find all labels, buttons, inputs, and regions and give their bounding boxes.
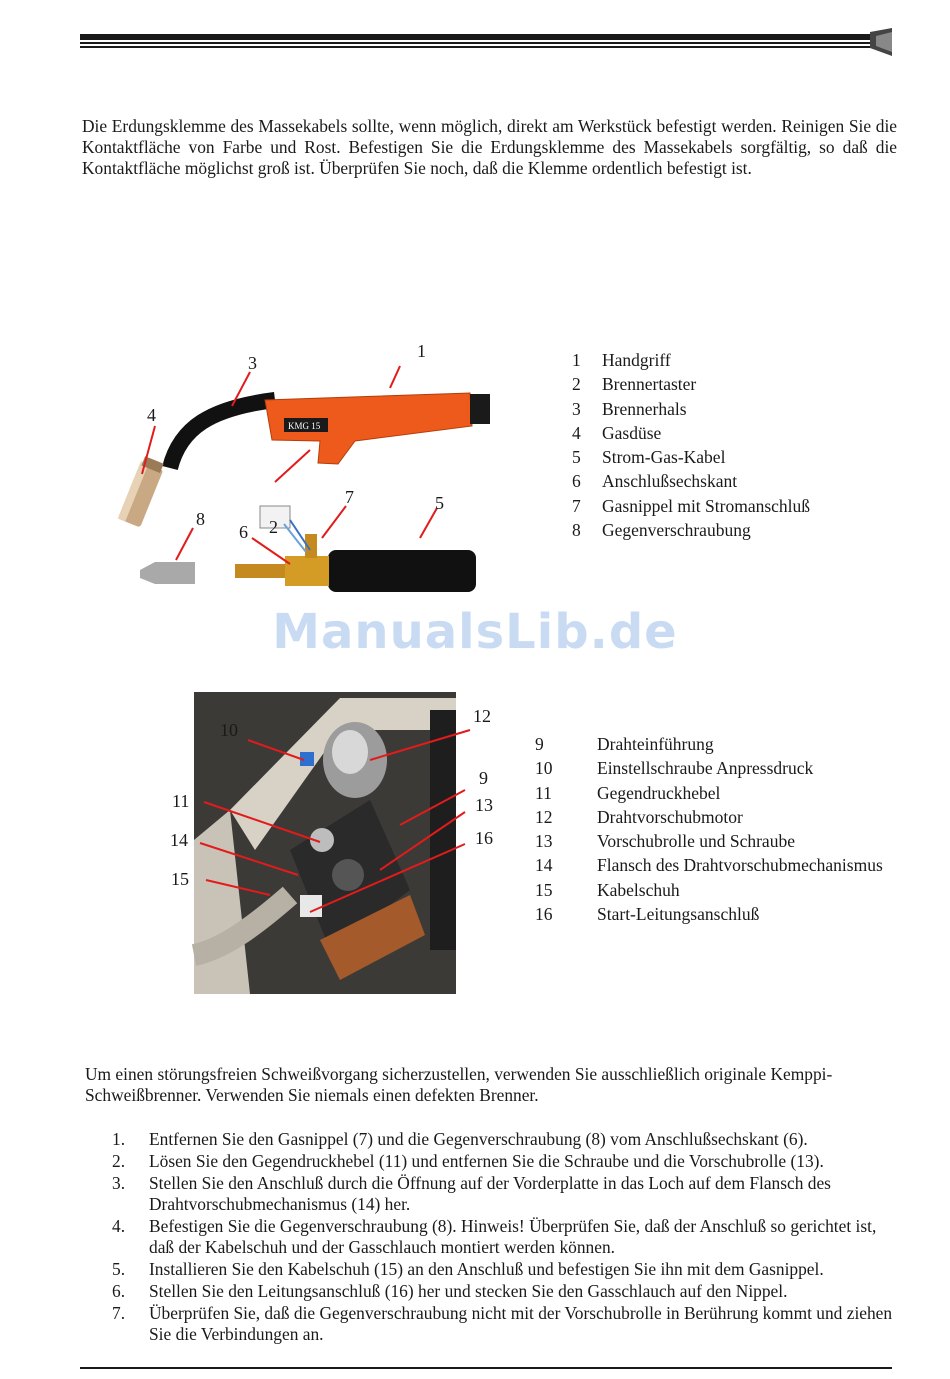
step-item: [112, 1129, 902, 1150]
step-text: Installieren Sie den Kabelschuh (15) an den Anschluß und befestigen Sie ihn mit dem Gasnippel.: [149, 1259, 824, 1279]
legend-text: Brennerhals: [602, 398, 687, 419]
step-number: 2.: [112, 1151, 126, 1171]
legend-text: Gegenverschraubung: [602, 520, 751, 541]
warning-paragraph: Um einen störungsfreien Schweißvorgang sicherzustellen, verwenden Sie ausschließlich originale Kemppi-Schweißbrenner. Verwenden Sie niemals einen defekten Brenner.: [85, 1064, 833, 1105]
legend-text: Handgriff: [602, 350, 671, 370]
step-item: [112, 1151, 902, 1172]
callout-11: 11: [172, 791, 190, 811]
legend-text: Gasnippel mit Stromanschluß: [602, 495, 811, 516]
legend-text: Strom-Gas-Kabel: [602, 447, 726, 468]
legend-number: 12: [535, 806, 553, 827]
step-text: Überprüfen Sie, daß die Gegenverschraubung nicht mit der Vorschubrolle in Berührung kommt und ziehen Sie die Verbindungen an.: [149, 1303, 893, 1344]
legend-item: [572, 518, 810, 542]
legend-text: Start-Leitungsanschluß: [597, 904, 760, 925]
legend-text: Anschlußsechskant: [602, 471, 738, 492]
step-number: 6.: [112, 1281, 126, 1301]
legend-number: 15: [535, 879, 553, 900]
footer-rule: [80, 1367, 892, 1369]
header-rule: [80, 28, 892, 56]
legend-number: 14: [535, 855, 553, 876]
legend-text: Drahteinführung: [597, 734, 714, 754]
callout-3: 3: [248, 353, 257, 373]
legend-number: 7: [572, 495, 581, 516]
callout-2: 2: [269, 517, 278, 537]
torch-figure: [100, 338, 490, 603]
callout-10: 10: [220, 720, 238, 740]
legend-number: 4: [572, 422, 581, 443]
legend-text: Einstellschraube Anpressdruck: [597, 758, 814, 779]
callout-15: 15: [171, 869, 189, 889]
torch-legend: [572, 348, 810, 542]
step-text: Lösen Sie den Gegendruckhebel (11) und entfernen Sie die Schraube und die Vorschubrolle (13).: [149, 1151, 824, 1171]
step-item: [112, 1303, 902, 1345]
step-item: [112, 1216, 902, 1258]
legend-text: Drahtvorschubmotor: [597, 806, 743, 827]
legend-item: [572, 494, 810, 518]
callout-5: 5: [435, 493, 444, 513]
legend-item: [535, 756, 883, 780]
legend-item: [535, 805, 883, 829]
step-number: 1.: [112, 1129, 126, 1149]
step-text: Entfernen Sie den Gasnippel (7) und die Gegenverschraubung (8) vom Anschlußsechskant (6).: [149, 1129, 808, 1149]
callout-4: 4: [147, 405, 156, 425]
legend-item: [535, 853, 883, 877]
legend-text: Gasdüse: [602, 422, 662, 443]
step-text: Befestigen Sie die Gegenverschraubung (8). Hinweis! Überprüfen Sie, daß der Anschluß so gerichtet ist, daß der Kabelschuh und der Gasschlauch montiert werden können.: [149, 1216, 877, 1257]
legend-item: [535, 902, 883, 926]
legend-text: Brennertaster: [602, 374, 697, 395]
legend-item: [572, 469, 810, 493]
legend-item: [572, 372, 810, 396]
handle-label: KMG 15: [288, 421, 321, 431]
callout-12: 12: [473, 706, 491, 726]
watermark: ManualsLib.de: [272, 604, 678, 660]
legend-item: [535, 878, 883, 902]
torch-neck: [170, 400, 275, 468]
callout-8: 8: [196, 509, 205, 529]
feed-roll: [332, 859, 364, 891]
legend-text: Kabelschuh: [597, 879, 680, 900]
legend-item: [535, 829, 883, 853]
feeder-legend: [535, 732, 883, 926]
legend-item: [535, 781, 883, 805]
legend-number: 9: [535, 734, 544, 754]
legend-number: 16: [535, 904, 553, 925]
callout-16: 16: [475, 828, 493, 848]
step-item: [112, 1281, 902, 1302]
cable-end: [470, 394, 490, 424]
step-text: Stellen Sie den Leitungsanschluß (16) her und stecken Sie den Gasschlauch auf den Nippel.: [149, 1281, 788, 1301]
instruction-steps: [112, 1129, 902, 1346]
legend-text: Gegendruckhebel: [597, 782, 721, 803]
step-number: 3.: [112, 1173, 126, 1193]
legend-item: [572, 421, 810, 445]
legend-item: [572, 445, 810, 469]
step-number: 7.: [112, 1303, 126, 1323]
wire-feeder-figure: [160, 690, 510, 1000]
legend-item: [535, 732, 883, 756]
legend-number: 2: [572, 374, 581, 395]
callout-14: 14: [170, 830, 188, 850]
legend-number: 13: [535, 831, 553, 852]
step-number: 4.: [112, 1216, 126, 1236]
gas-nozzle: [118, 456, 166, 528]
step-text: Stellen Sie den Anschluß durch die Öffnung auf der Vorderplatte in das Loch auf dem Flansch des Drahtvorschubmechanismus (14) her.: [149, 1173, 831, 1214]
counter-screw: [140, 562, 195, 584]
callout-7: 7: [345, 487, 354, 507]
power-gas-cable: [328, 550, 476, 592]
callout-9: 9: [479, 768, 488, 788]
callout-6: 6: [239, 522, 248, 542]
legend-number: 1: [572, 350, 581, 370]
legend-number: 8: [572, 520, 581, 541]
step-item: [112, 1173, 902, 1215]
legend-number: 11: [535, 782, 552, 803]
legend-item: [572, 397, 810, 421]
connection-hexagon: [285, 556, 329, 586]
legend-text: Vorschubrolle und Schraube: [597, 831, 795, 852]
legend-text: Flansch des Drahtvorschubmechanismus: [597, 855, 883, 876]
callout-1: 1: [417, 341, 426, 361]
legend-number: 10: [535, 758, 553, 779]
legend-number: 5: [572, 447, 581, 468]
intro-paragraph: Die Erdungsklemme des Massekabels sollte, wenn möglich, direkt am Werkstück befestigt werden. Reinigen Sie die Kontaktfläche von Farbe und Rost. Befestigen Sie die Erdungsklemme des Massekabels sorgfältig, so daß die Kontaktfläche möglichst groß ist. Überprüfen Sie noch, daß die Klemme ordentlich befestigt ist.: [82, 116, 897, 178]
legend-number: 3: [572, 398, 581, 419]
legend-item: [572, 348, 810, 372]
step-item: [112, 1259, 902, 1280]
step-number: 5.: [112, 1259, 126, 1279]
legend-number: 6: [572, 471, 581, 492]
callout-13: 13: [475, 795, 493, 815]
